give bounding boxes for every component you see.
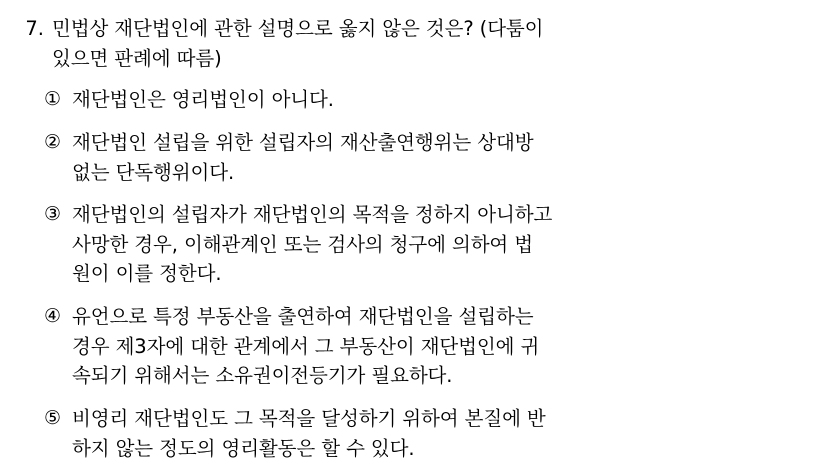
question-stem [14, 14, 800, 73]
choice-marker-1: ① [44, 85, 72, 115]
choice-text-3 [72, 200, 712, 289]
list-item[interactable] [44, 200, 800, 289]
list-item[interactable] [44, 404, 800, 463]
choice-text-2 [72, 128, 712, 187]
list-item[interactable] [44, 302, 800, 391]
choice-line: 유언으로 특정 부동산을 출연하여 재단법인을 설립하는 [72, 302, 712, 332]
choice-line: 재단법인의 설립자가 재단법인의 목적을 정하지 아니하고 [72, 200, 712, 230]
choice-marker-5: ⑤ [44, 404, 72, 434]
choice-line: 재단법인 설립을 위한 설립자의 재산출연행위는 상대방 [72, 128, 712, 158]
choice-list [14, 85, 800, 463]
question-text-line: 민법상 재단법인에 관한 설명으로 옳지 않은 것은? (다툼이 [52, 14, 752, 44]
choice-text-1 [72, 85, 712, 115]
choice-line: 속되기 위해서는 소유권이전등기가 필요하다. [72, 361, 712, 391]
choice-text-4 [72, 302, 712, 391]
choice-line: 없는 단독행위이다. [72, 158, 712, 188]
choice-line: 비영리 재단법인도 그 목적을 달성하기 위하여 본질에 반 [72, 404, 712, 434]
choice-line: 하지 않는 정도의 영리활동은 할 수 있다. [72, 434, 712, 463]
choice-line: 사망한 경우, 이해관계인 또는 검사의 청구에 의하여 법 [72, 230, 712, 260]
question-number: 7. [14, 14, 52, 44]
choice-marker-2: ② [44, 128, 72, 158]
list-item[interactable] [44, 85, 800, 115]
choice-marker-3: ③ [44, 200, 72, 230]
choice-marker-4: ④ [44, 302, 72, 332]
choice-line: 원이 이를 정한다. [72, 259, 712, 289]
list-item[interactable] [44, 128, 800, 187]
question-text-line: 있으면 판례에 따름) [52, 44, 752, 74]
choice-line: 재단법인은 영리법인이 아니다. [72, 85, 712, 115]
choice-line: 경우 제3자에 대한 관계에서 그 부동산이 재단법인에 귀 [72, 332, 712, 362]
question-text [52, 14, 752, 73]
choice-text-5 [72, 404, 712, 463]
